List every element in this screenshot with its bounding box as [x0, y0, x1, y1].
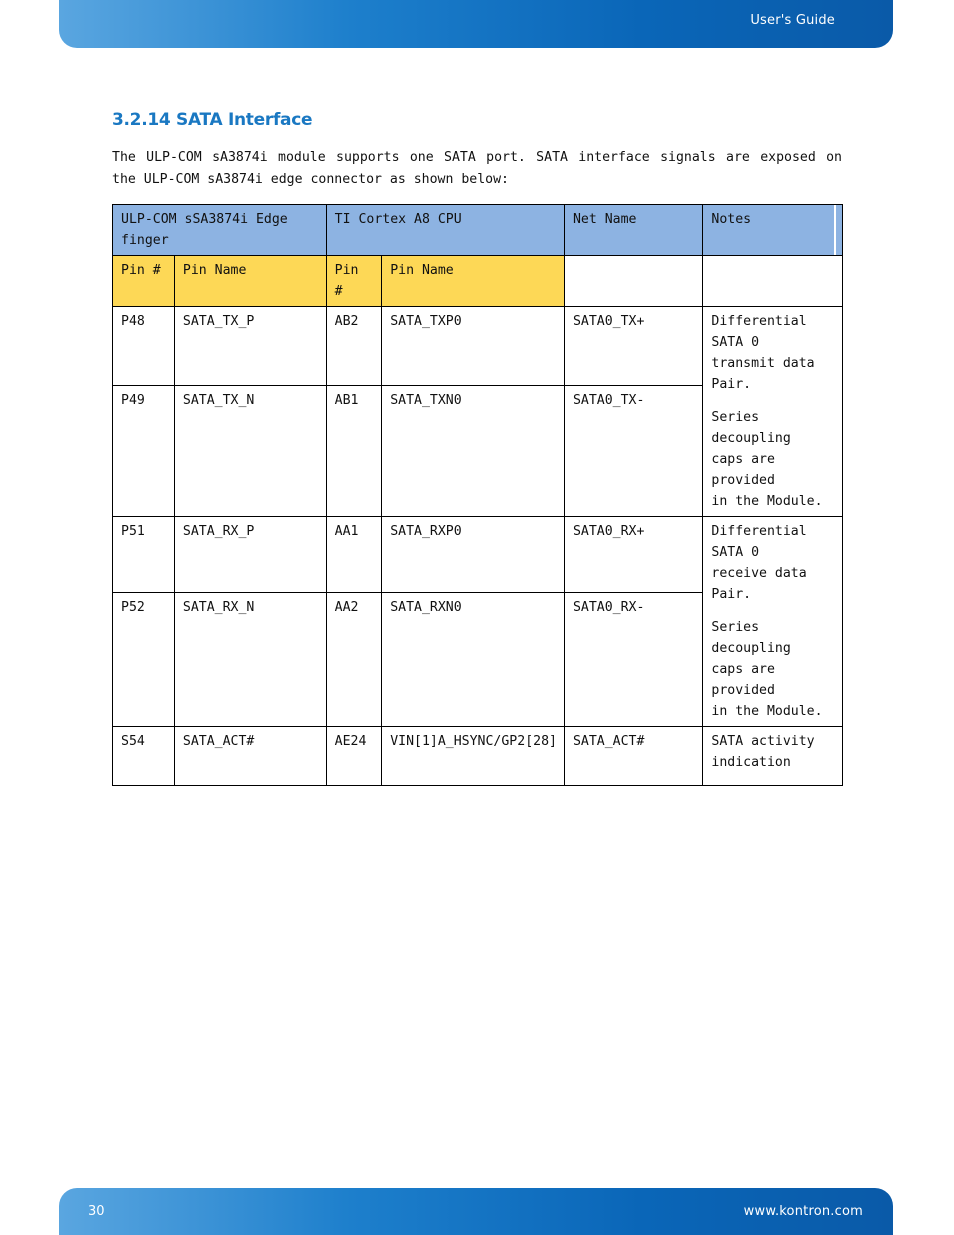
cell-notes-tx	[703, 307, 843, 517]
cell-cpu-pin-name: VIN[1]A_HSYNC/GP2[28]	[382, 727, 565, 786]
cell-edge-pin: P51	[113, 517, 175, 593]
cell-edge-pin: P52	[113, 592, 175, 726]
note-rx-decoupling-3: in the Module.	[711, 704, 823, 719]
table-row	[113, 307, 843, 386]
subheader-net-empty	[564, 256, 702, 307]
cell-edge-pin: S54	[113, 727, 175, 786]
footer-url: www.kontron.com	[743, 1204, 863, 1219]
header-notes: Notes	[703, 205, 843, 256]
subheader-cpu-pin: Pin #	[326, 256, 382, 307]
note-tx-decoupling-2: caps are provided	[711, 452, 775, 488]
cell-cpu-pin-name: SATA_RXN0	[382, 592, 565, 726]
note-spacer	[711, 395, 835, 407]
sata-pin-table	[112, 204, 843, 786]
cell-edge-pin-name: SATA_RX_P	[174, 517, 326, 593]
header-edge-finger: ULP-COM sSA3874i Edge finger	[113, 205, 327, 256]
note-rx-decoupling-2: caps are provided	[711, 662, 775, 698]
table-group-header-row	[113, 205, 843, 256]
note-tx-decoupling-3: in the Module.	[711, 494, 823, 509]
cell-net-name: SATA0_RX+	[564, 517, 702, 593]
cell-cpu-pin-name: SATA_RXP0	[382, 517, 565, 593]
table-row	[113, 727, 843, 786]
header-guide-label: User's Guide	[750, 13, 835, 28]
note-spacer	[711, 605, 835, 617]
header-net-name: Net Name	[564, 205, 702, 256]
note-tx-line1: Differential SATA 0	[711, 314, 807, 350]
cell-cpu-pin-name: SATA_TXP0	[382, 307, 565, 386]
cell-edge-pin: P48	[113, 307, 175, 386]
note-tx-decoupling-1: Series decoupling	[711, 410, 791, 446]
note-rx-decoupling-1: Series decoupling	[711, 620, 791, 656]
note-act-line1: SATA activity	[711, 734, 815, 749]
header-cpu: TI Cortex A8 CPU	[326, 205, 564, 256]
note-rx-line1: Differential SATA 0	[711, 524, 807, 560]
cell-net-name: SATA0_TX-	[564, 386, 702, 517]
subheader-edge-pin: Pin #	[113, 256, 175, 307]
cell-edge-pin-name: SATA_TX_P	[174, 307, 326, 386]
section-title: 3.2.14 SATA Interface	[112, 110, 313, 130]
intro-paragraph: The ULP-COM sA3874i module supports one SATA port. SATA interface signals are exposed on the ULP-COM sA3874i edge connector as shown below:	[112, 150, 842, 187]
cell-edge-pin: P49	[113, 386, 175, 517]
table-row	[113, 517, 843, 593]
cell-net-name: SATA0_RX-	[564, 592, 702, 726]
subheader-edge-pin-name: Pin Name	[174, 256, 326, 307]
cell-notes-rx	[703, 517, 843, 727]
note-tx-line2: transmit data Pair.	[711, 356, 815, 392]
subheader-notes-empty	[703, 256, 843, 307]
subheader-cpu-pin-name: Pin Name	[382, 256, 565, 307]
cell-cpu-pin: AB2	[326, 307, 382, 386]
note-act-line2: indication	[711, 755, 791, 770]
cell-cpu-pin: AB1	[326, 386, 382, 517]
header-band	[59, 0, 893, 48]
cell-net-name: SATA0_TX+	[564, 307, 702, 386]
cell-cpu-pin: AA2	[326, 592, 382, 726]
cell-edge-pin-name: SATA_ACT#	[174, 727, 326, 786]
page-number: 30	[88, 1204, 105, 1219]
note-rx-line2: receive data Pair.	[711, 566, 807, 602]
cell-cpu-pin: AE24	[326, 727, 382, 786]
cell-cpu-pin: AA1	[326, 517, 382, 593]
cell-edge-pin-name: SATA_RX_N	[174, 592, 326, 726]
cell-net-name: SATA_ACT#	[564, 727, 702, 786]
cell-cpu-pin-name: SATA_TXN0	[382, 386, 565, 517]
table-sub-header-row	[113, 256, 843, 307]
cell-notes-act	[703, 727, 843, 786]
footer-band	[59, 1188, 893, 1235]
cell-edge-pin-name: SATA_TX_N	[174, 386, 326, 517]
